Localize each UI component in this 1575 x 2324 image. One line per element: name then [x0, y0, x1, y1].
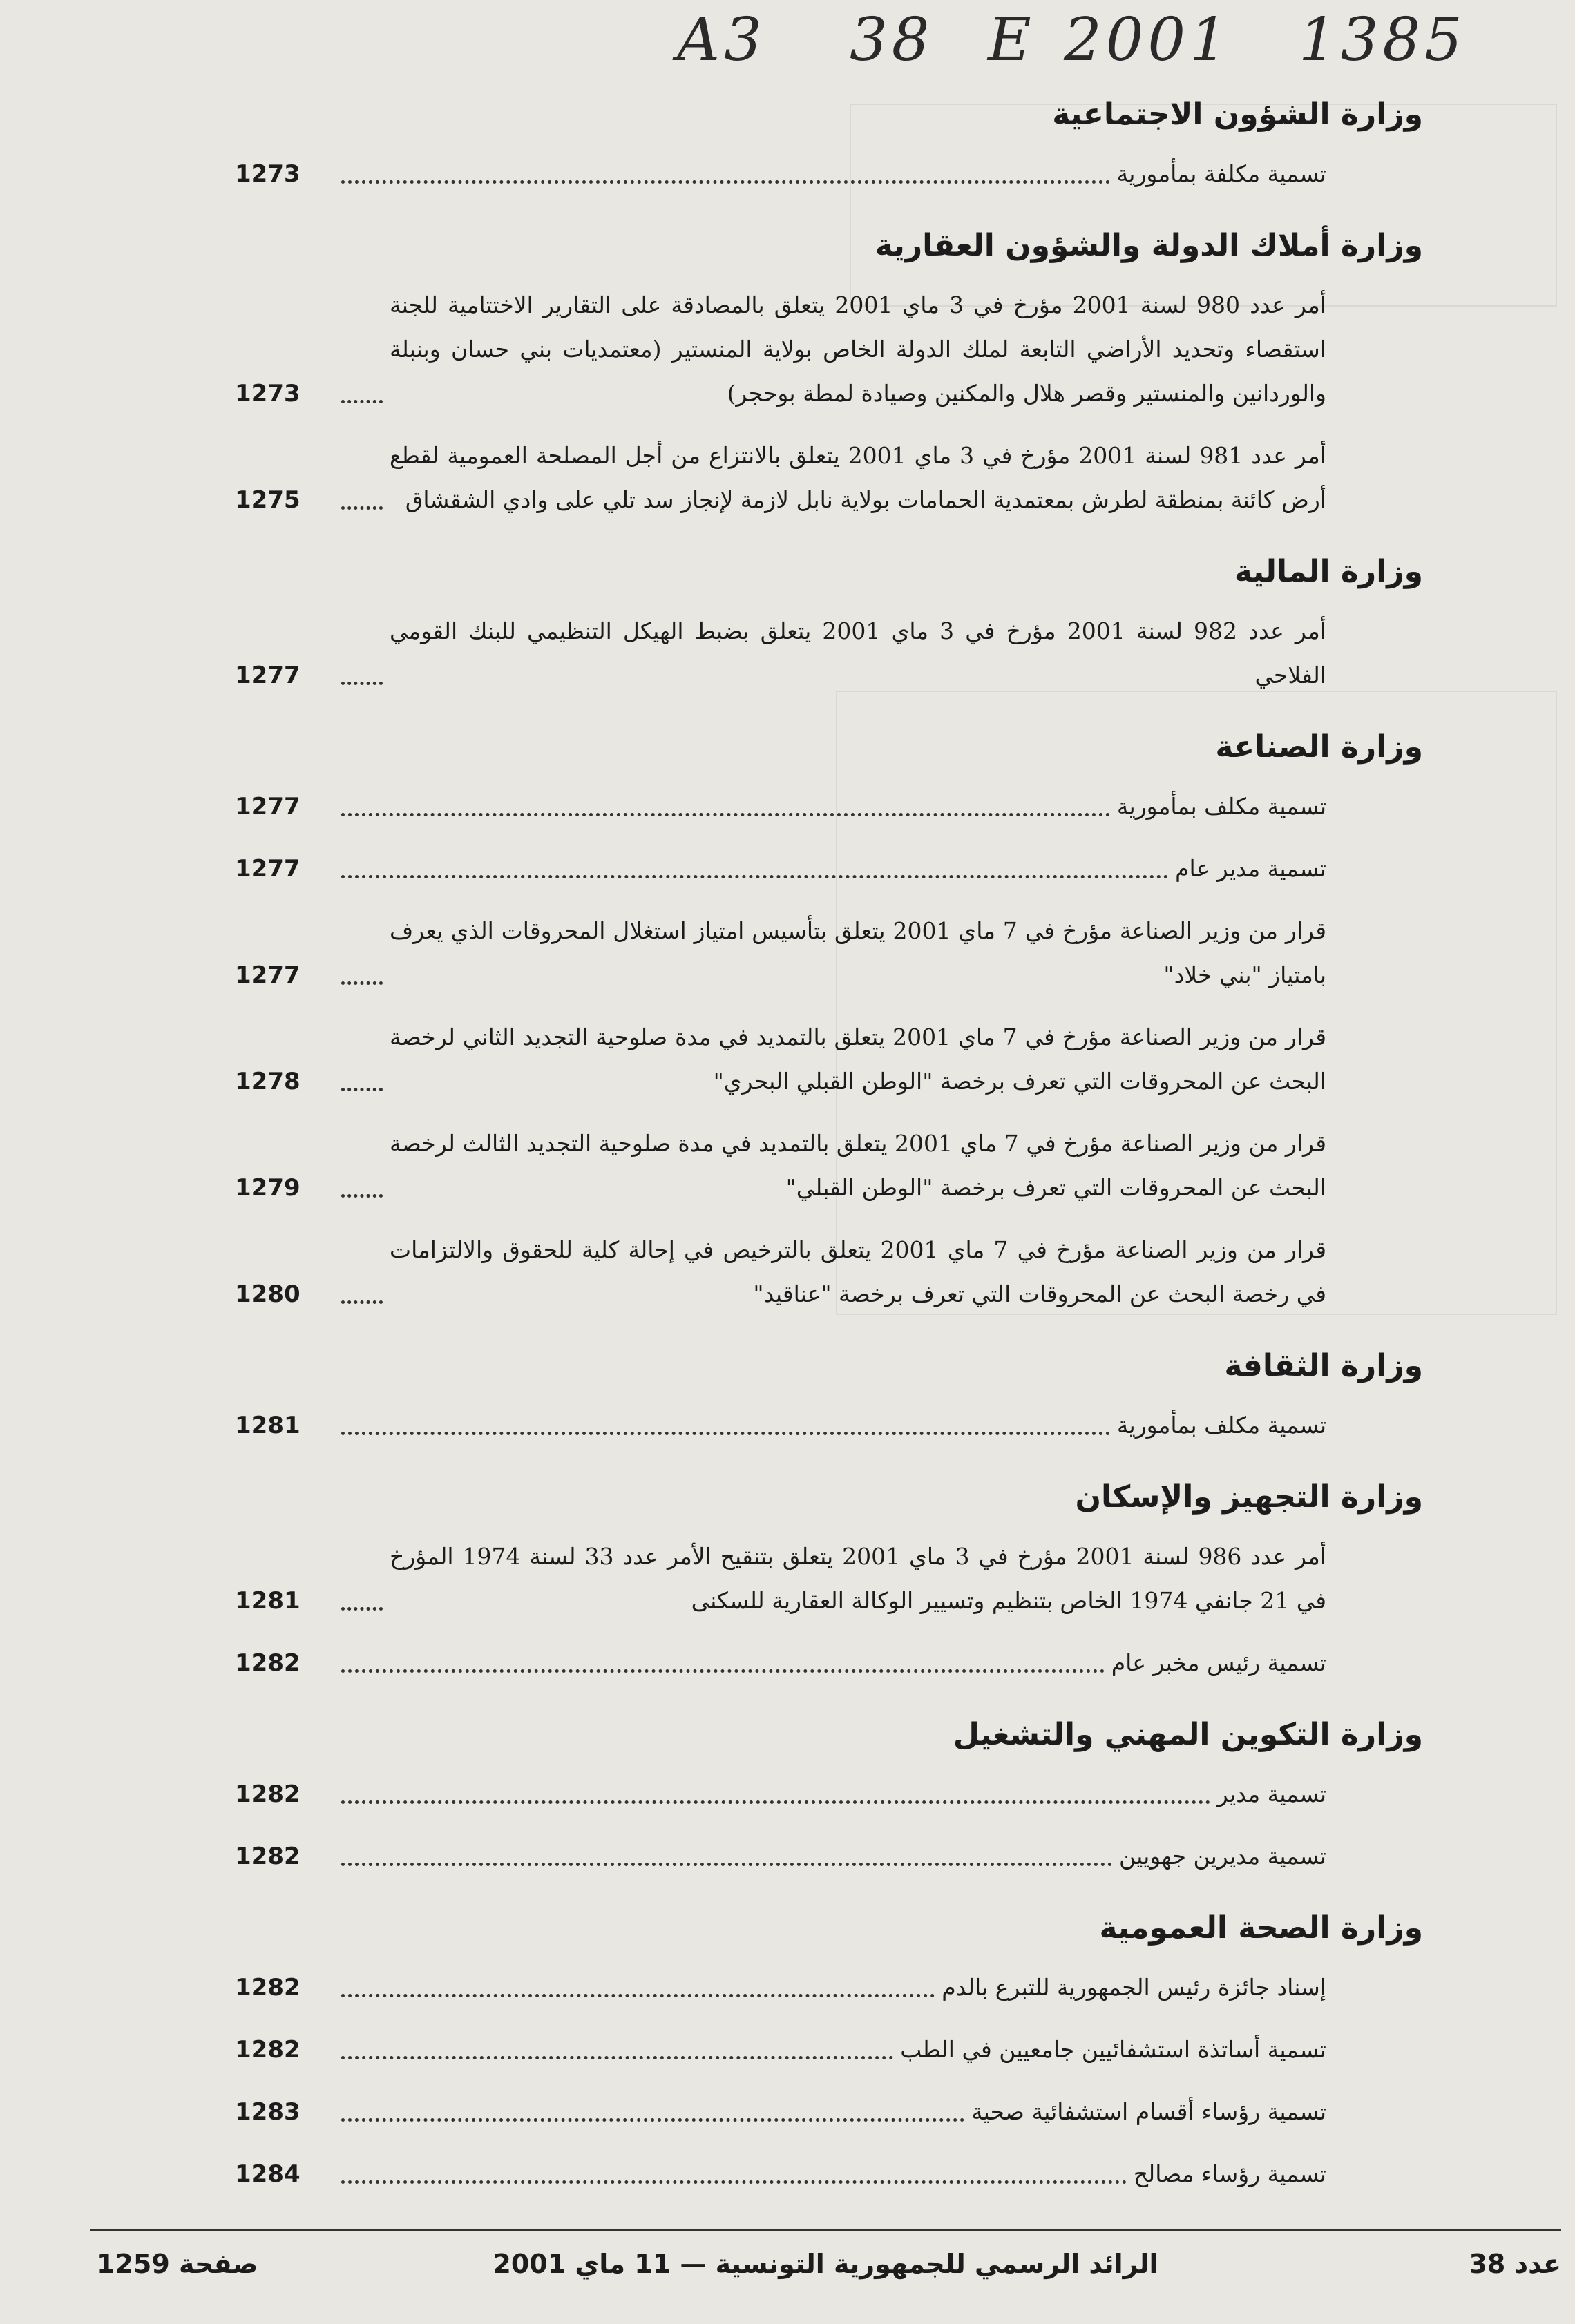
- entry-page-number: 1283: [235, 2098, 300, 2126]
- toc-entry: [235, 1641, 1326, 1685]
- toc-entry: [235, 2152, 1326, 2196]
- entry-page-number: 1273: [235, 160, 300, 188]
- toc-entry: [235, 1403, 1326, 1448]
- entry-title: تسمية أساتذة استشفائيين جامعيين في الطب: [900, 2036, 1326, 2063]
- ministry-section: [235, 1466, 1423, 1685]
- entry-page-number: 1273: [235, 380, 300, 407]
- entry-title: إسناد جائزة رئيس الجمهورية للتبرع بالدم: [942, 1974, 1326, 2001]
- entry-page-number: 1284: [235, 2160, 300, 2188]
- ministry-section: [235, 1896, 1423, 2196]
- dot-leader: [341, 1300, 383, 1304]
- entry-title: قرار من وزير الصناعة مؤرخ في 7 ماي 2001 يتعلق بالتمديد في مدة صلوحية التجديد الثاني لرخصة البحث عن المحروقات التي تعرف برخصة "الوطن القبلي البحري": [390, 1024, 1326, 1095]
- entry-page-number: 1278: [235, 1068, 300, 1095]
- entry-title: تسمية مديرين جهويين: [1119, 1843, 1326, 1870]
- ministry-heading: وزارة المالية: [1234, 554, 1423, 589]
- dot-leader: [341, 875, 1168, 878]
- dot-leader: [341, 2118, 964, 2122]
- entry-page-number: 1275: [235, 486, 300, 514]
- toc-entry: [235, 152, 1326, 196]
- dot-leader: [341, 180, 1110, 184]
- entry-title: أمر عدد 982 لسنة 2001 مؤرخ في 3 ماي 2001 يتعلق بضبط الهيكل التنظيمي للبنك القومي الفلاحي: [390, 617, 1326, 689]
- toc-entry: [235, 283, 1326, 416]
- toc-entry: [235, 1122, 1326, 1210]
- dot-leader: [341, 813, 1110, 816]
- entry-title: قرار من وزير الصناعة مؤرخ في 7 ماي 2001 يتعلق بتأسيس امتياز استغلال المحروقات الذي يعرف بامتياز "بني خلاد": [390, 917, 1326, 988]
- dot-leader: [341, 1607, 383, 1611]
- entry-page-number: 1281: [235, 1412, 300, 1439]
- ministry-section: [235, 1334, 1423, 1448]
- ministry-heading: وزارة الصحة العمومية: [1099, 1910, 1423, 1946]
- entry-page-number: 1281: [235, 1587, 300, 1615]
- entry-title: قرار من وزير الصناعة مؤرخ في 7 ماي 2001 يتعلق بالتمديد في مدة صلوحية التجديد الثالث لرخصة البحث عن المحروقات التي تعرف برخصة "الوطن القبلي": [390, 1130, 1326, 1201]
- handwritten-mark: 1385: [1299, 6, 1467, 75]
- toc-entry: [235, 909, 1326, 997]
- toc-entry: [235, 1772, 1326, 1816]
- handwritten-mark: A3: [677, 6, 766, 75]
- table-of-contents: [235, 83, 1423, 2214]
- entry-page-number: 1277: [235, 662, 300, 689]
- toc-entry: [235, 1015, 1326, 1104]
- ministry-heading: وزارة الصناعة: [1215, 729, 1423, 765]
- dot-leader: [341, 1863, 1112, 1866]
- toc-entry: [235, 2090, 1326, 2134]
- entry-title: تسمية مدير عام: [1175, 855, 1326, 882]
- ministry-heading: وزارة أملاك الدولة والشؤون العقارية: [875, 228, 1423, 263]
- handwritten-mark: 2001: [1064, 6, 1232, 75]
- dot-leader: [341, 981, 383, 985]
- page-number: صفحة 1259: [97, 2249, 258, 2279]
- dot-leader: [341, 1194, 383, 1198]
- entry-title: تسمية مكلف بمأمورية: [1116, 1412, 1326, 1439]
- dot-leader: [341, 1432, 1110, 1435]
- entry-title: قرار من وزير الصناعة مؤرخ في 7 ماي 2001 يتعلق بالترخيص في إحالة كلية للحقوق والالتزامات في رخصة البحث عن المحروقات التي تعرف برخصة "عناقيد": [390, 1236, 1326, 1307]
- ministry-heading: وزارة الثقافة: [1224, 1348, 1423, 1383]
- toc-entry: [235, 609, 1326, 698]
- entry-title: تسمية رؤساء أقسام استشفائية صحية: [971, 2098, 1326, 2125]
- toc-entry: [235, 847, 1326, 891]
- dot-leader: [341, 1088, 383, 1091]
- gazette-title: الرائد الرسمي للجمهورية التونسية — 11 ماي 2001: [493, 2249, 1158, 2279]
- entry-title: تسمية مدير: [1216, 1780, 1326, 1807]
- issue-number: عدد 38: [1469, 2249, 1561, 2279]
- toc-entry: [235, 2028, 1326, 2072]
- handwritten-annotation: [677, 6, 1499, 81]
- entry-page-number: 1277: [235, 793, 300, 820]
- entry-page-number: 1282: [235, 1649, 300, 1677]
- entry-title: أمر عدد 980 لسنة 2001 مؤرخ في 3 ماي 2001 يتعلق بالمصادقة على التقارير الاختتامية للجنة استقصاء وتحديد الأراضي التابعة لملك الدولة الخاص بولاية المنستير (معتمديات بني حسان وبنبلة والوردانين والمنستير وقصر هلال والمكنين وصيادة لمطة بوحجر): [390, 291, 1326, 407]
- toc-entry: [235, 434, 1326, 522]
- ministry-heading: وزارة التكوين المهني والتشغيل: [953, 1717, 1423, 1752]
- handwritten-mark: E: [988, 6, 1035, 75]
- dot-leader: [341, 400, 383, 403]
- entry-title: تسمية مكلفة بمأمورية: [1116, 160, 1326, 187]
- toc-entry: [235, 1535, 1326, 1623]
- dot-leader: [341, 2180, 1127, 2184]
- ministry-section: [235, 83, 1423, 196]
- entry-title: تسمية رؤساء مصالح: [1133, 2160, 1326, 2187]
- entry-page-number: 1277: [235, 961, 300, 989]
- handwritten-mark: 38: [850, 6, 934, 75]
- dot-leader: [341, 1669, 1105, 1673]
- entry-page-number: 1282: [235, 1843, 300, 1870]
- toc-entry: [235, 785, 1326, 829]
- entry-title: أمر عدد 986 لسنة 2001 مؤرخ في 3 ماي 2001 يتعلق بتنقيح الأمر عدد 33 لسنة 1974 المؤرخ في 21 جانفي 1974 الخاص بتنظيم وتسيير الوكالة العقارية للسكنى: [390, 1543, 1327, 1614]
- entry-page-number: 1282: [235, 1974, 300, 2001]
- entry-title: تسمية رئيس مخبر عام: [1111, 1649, 1326, 1676]
- entry-page-number: 1282: [235, 2036, 300, 2064]
- dot-leader: [341, 2056, 893, 2059]
- entry-page-number: 1280: [235, 1280, 300, 1308]
- toc-entry: [235, 1966, 1326, 2010]
- entry-page-number: 1277: [235, 855, 300, 883]
- entry-title: أمر عدد 981 لسنة 2001 مؤرخ في 3 ماي 2001 يتعلق بالانتزاع من أجل المصلحة العمومية لقطع أرض كائنة بمنطقة لطرش بمعتمدية الحمامات بولاية نابل لازمة لإنجاز سد تلي على وادي الشقشاق: [390, 442, 1326, 513]
- entry-page-number: 1279: [235, 1174, 300, 1202]
- ministry-heading: وزارة الشؤون الاجتماعية: [1052, 97, 1423, 132]
- entry-page-number: 1282: [235, 1780, 300, 1808]
- dot-leader: [341, 1800, 1210, 1804]
- dot-leader: [341, 682, 383, 685]
- toc-entry: [235, 1228, 1326, 1316]
- dot-leader: [341, 1994, 935, 1997]
- ministry-section: [235, 214, 1423, 522]
- toc-entry: [235, 1834, 1326, 1879]
- footer-rule: [90, 2229, 1561, 2231]
- dot-leader: [341, 506, 383, 510]
- ministry-section: [235, 540, 1423, 698]
- entry-title: تسمية مكلف بمأمورية: [1116, 793, 1326, 820]
- ministry-section: [235, 1703, 1423, 1879]
- ministry-section: [235, 716, 1423, 1316]
- ministry-heading: وزارة التجهيز والإسكان: [1075, 1479, 1423, 1515]
- page-footer: [90, 2249, 1561, 2297]
